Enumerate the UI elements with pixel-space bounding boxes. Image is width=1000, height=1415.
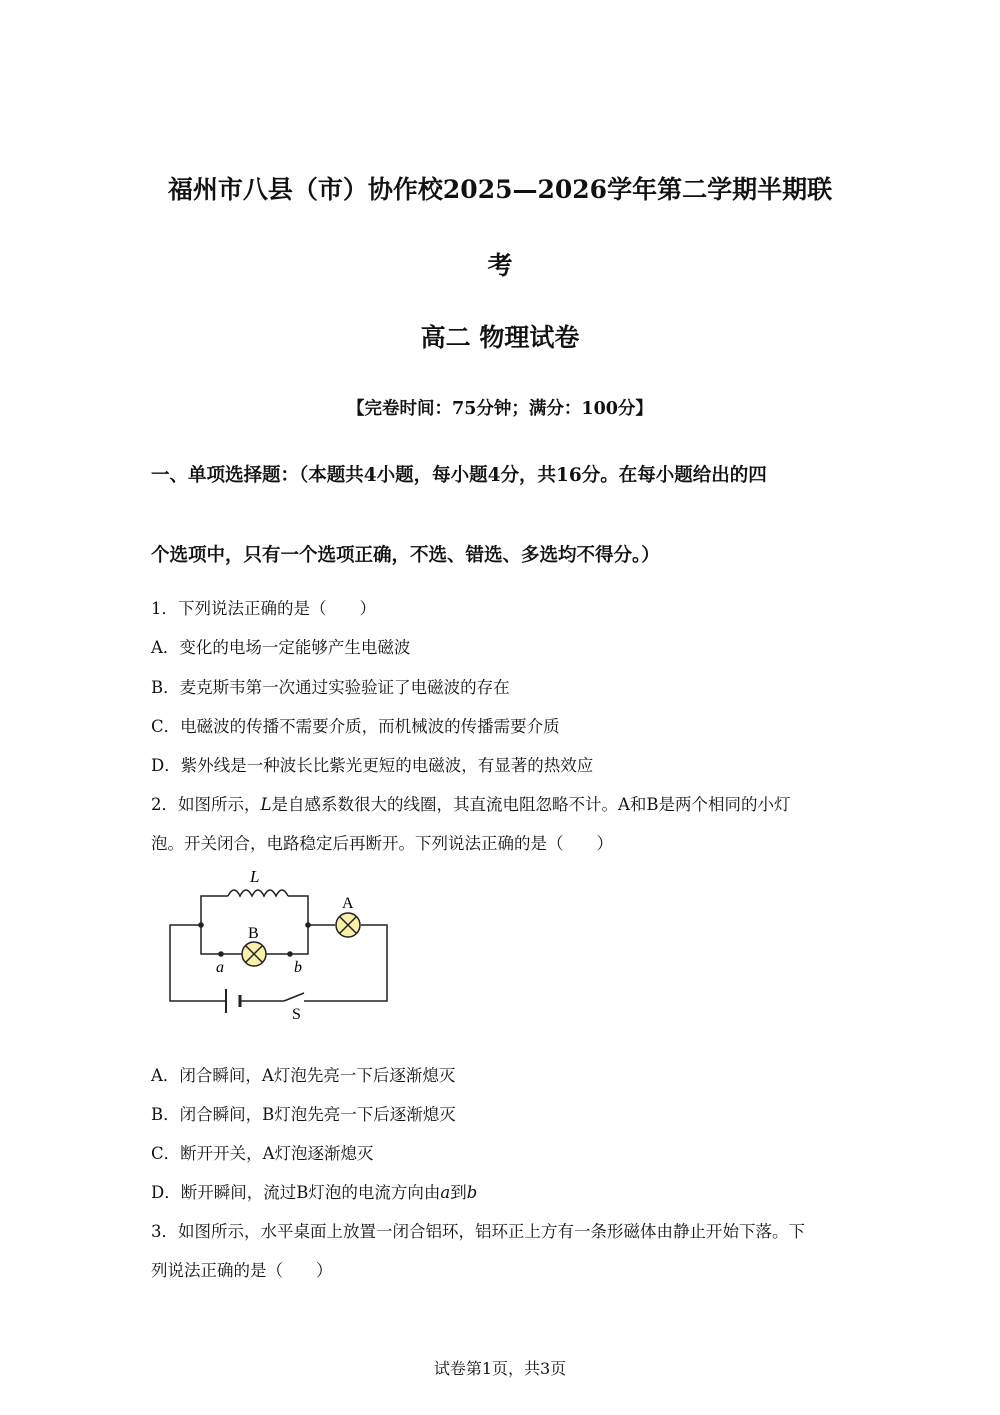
label-inductor-l: L: [250, 867, 260, 886]
q2-stem-rest: 是自感系数很大的线圈，其直流电阻忽略不计。A和B是两个相同的小灯: [271, 795, 791, 814]
q2-option-b: B．闭合瞬间，B灯泡先亮一下后逐渐熄灭: [151, 1105, 456, 1124]
q2-option-d-to: b: [466, 1183, 478, 1202]
q2-option-d-prefix: D．断开瞬间，流过B灯泡的电流方向由: [151, 1183, 441, 1202]
q1-option-b: B．麦克斯韦第一次通过实验验证了电磁波的存在: [151, 678, 510, 697]
section1-heading-line1: 一、单项选择题：（本题共4小题，每小题4分，共16分。在每小题给出的四: [151, 465, 767, 486]
label-bulb-a: A: [342, 895, 354, 912]
q2-option-d: [151, 1179, 477, 1203]
q1-option-c: C．电磁波的传播不需要介质，而机械波的传播需要介质: [151, 717, 560, 736]
exam-info: 【完卷时间：75分钟；满分：100分】: [347, 399, 653, 419]
q2-circuit-diagram: [160, 862, 400, 1024]
q2-stem-var: L: [260, 795, 272, 814]
bulb-a-icon: [336, 913, 360, 937]
q2-option-d-from: a: [440, 1183, 451, 1202]
q2-stem-line2: 泡。开关闭合，电路稳定后再断开。下列说法正确的是（ ）: [151, 834, 613, 853]
q1-stem: 1．下列说法正确的是（ ）: [151, 599, 376, 618]
q2-option-d-mid: 到: [450, 1183, 467, 1202]
q1-option-a: A．变化的电场一定能够产生电磁波: [151, 638, 411, 657]
label-bulb-b: B: [248, 925, 259, 942]
q2-option-a: A．闭合瞬间，A灯泡先亮一下后逐渐熄灭: [151, 1066, 456, 1085]
q1-option-d: D．紫外线是一种波长比紫光更短的电磁波，有显著的热效应: [151, 756, 594, 775]
exam-subtitle: 高二 物理试卷: [420, 323, 580, 352]
label-point-a: a: [216, 959, 224, 976]
exam-title-line2: 考: [487, 251, 513, 280]
bulb-b-icon: [242, 942, 266, 966]
label-switch-s: S: [292, 1006, 301, 1023]
exam-title-line1: 福州市八县（市）协作校2025—2026学年第二学期半期联: [167, 175, 833, 204]
q2-stem-line1: [151, 791, 791, 815]
page-footer: 试卷第1页，共3页: [433, 1359, 567, 1378]
q3-stem-line1: 3．如图所示，水平桌面上放置一闭合铝环，铝环正上方有一条形磁体由静止开始下落。下: [151, 1222, 805, 1241]
q2-stem-prefix: 2．如图所示，: [151, 795, 261, 814]
section1-heading-line2: 个选项中，只有一个选项正确，不选、错选、多选均不得分。）: [151, 545, 660, 566]
label-point-b: b: [294, 959, 302, 976]
q2-option-c: C．断开开关，A灯泡逐渐熄灭: [151, 1144, 374, 1163]
q3-stem-line2: 列说法正确的是（ ）: [151, 1261, 333, 1280]
